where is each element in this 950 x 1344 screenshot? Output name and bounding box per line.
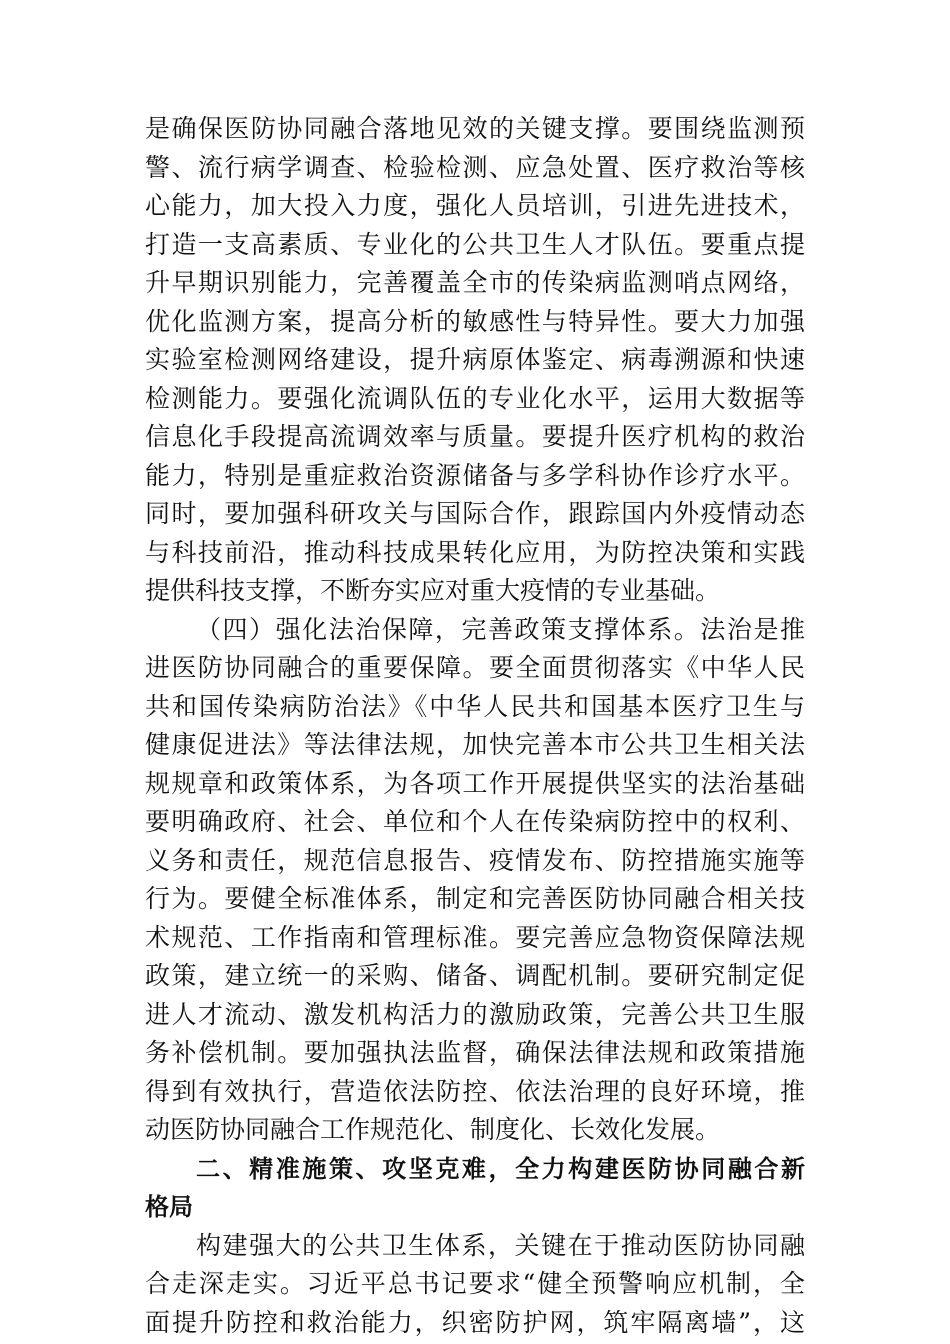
paragraph-line: 面提升防控和救治能力，织密防护网，筑牢隔离墙”，这 xyxy=(145,1308,805,1337)
paragraph-line: 健康促进法》等法律法规，加快完善本市公共卫生相关法 xyxy=(145,730,805,759)
paragraph-line: 同时，要加强科研攻关与国际合作，跟踪国内外疫情动态 xyxy=(145,499,805,528)
section-two-heading-line-1: 二、精准施策、攻坚克难，全力构建医防协同融合新 xyxy=(196,1155,805,1183)
paragraph-line: 合走深走实。习近平总书记要求“健全预警响应机制，全 xyxy=(145,1269,805,1298)
paragraph-line: 术规范、工作指南和管理标准。要完善应急物资保障法规 xyxy=(145,923,805,952)
paragraph-line: 警、流行病学调查、检验检测、应急处置、医疗救治等核 xyxy=(145,153,805,182)
paragraph-line: 要明确政府、社会、单位和个人在传染病防控中的权利、 xyxy=(145,807,805,836)
paragraph-line: 共和国传染病防治法》《中华人民共和国基本医疗卫生与 xyxy=(145,692,805,721)
paragraph-line: 提供科技支撑，不断夯实应对重大疫情的专业基础。 xyxy=(145,576,721,605)
paragraph-line: 务补偿机制。要加强执法监督，确保法律法规和政策措施 xyxy=(145,1038,805,1067)
paragraph-line: 心能力，加大投入力度，强化人员培训，引进先进技术， xyxy=(145,191,805,220)
paragraph-line: 是确保医防协同融合落地见效的关键支撑。要围绕监测预 xyxy=(145,114,805,143)
paragraph-line: 行为。要健全标准体系，制定和完善医防协同融合相关技 xyxy=(145,884,805,913)
paragraph-line: 信息化手段提高流调效率与质量。要提升医疗机构的救治 xyxy=(145,422,805,451)
paragraph-line: 实验室检测网络建设，提升病原体鉴定、病毒溯源和快速 xyxy=(145,345,805,374)
paragraph-line: 规规章和政策体系，为各项工作开展提供坚实的法治基础 xyxy=(145,769,805,798)
paragraph-line: 升早期识别能力，完善覆盖全市的传染病监测哨点网络， xyxy=(145,268,805,297)
paragraph-line: 打造一支高素质、专业化的公共卫生人才队伍。要重点提 xyxy=(145,230,805,259)
section-two-heading-line-2: 格局 xyxy=(145,1193,193,1221)
paragraph-line: 构建强大的公共卫生体系，关键在于推动医防协同融 xyxy=(196,1231,805,1260)
paragraph-line: 与科技前沿，推动科技成果转化应用，为防控决策和实践 xyxy=(145,538,805,567)
paragraph-line: 得到有效执行，营造依法防控、依法治理的良好环境，推 xyxy=(145,1077,805,1106)
section-four-heading-line: （四）强化法治保障，完善政策支撑体系。法治是推 xyxy=(196,615,805,644)
paragraph-line: 能力，特别是重症救治资源储备与多学科协作诊疗水平。 xyxy=(145,461,805,490)
paragraph-line: 进医防协同融合的重要保障。要全面贯彻落实《中华人民 xyxy=(145,653,805,682)
paragraph-line: 政策，建立统一的采购、储备、调配机制。要研究制定促 xyxy=(145,961,805,990)
paragraph-line: 动医防协同融合工作规范化、制度化、长效化发展。 xyxy=(145,1115,721,1144)
paragraph-line: 义务和责任，规范信息报告、疫情发布、防控措施实施等 xyxy=(145,846,805,875)
paragraph-line: 优化监测方案，提高分析的敏感性与特异性。要大力加强 xyxy=(145,307,805,336)
paragraph-line: 检测能力。要强化流调队伍的专业化水平，运用大数据等 xyxy=(145,384,805,413)
paragraph-line: 进人才流动、激发机构活力的激励政策，完善公共卫生服 xyxy=(145,1000,805,1029)
